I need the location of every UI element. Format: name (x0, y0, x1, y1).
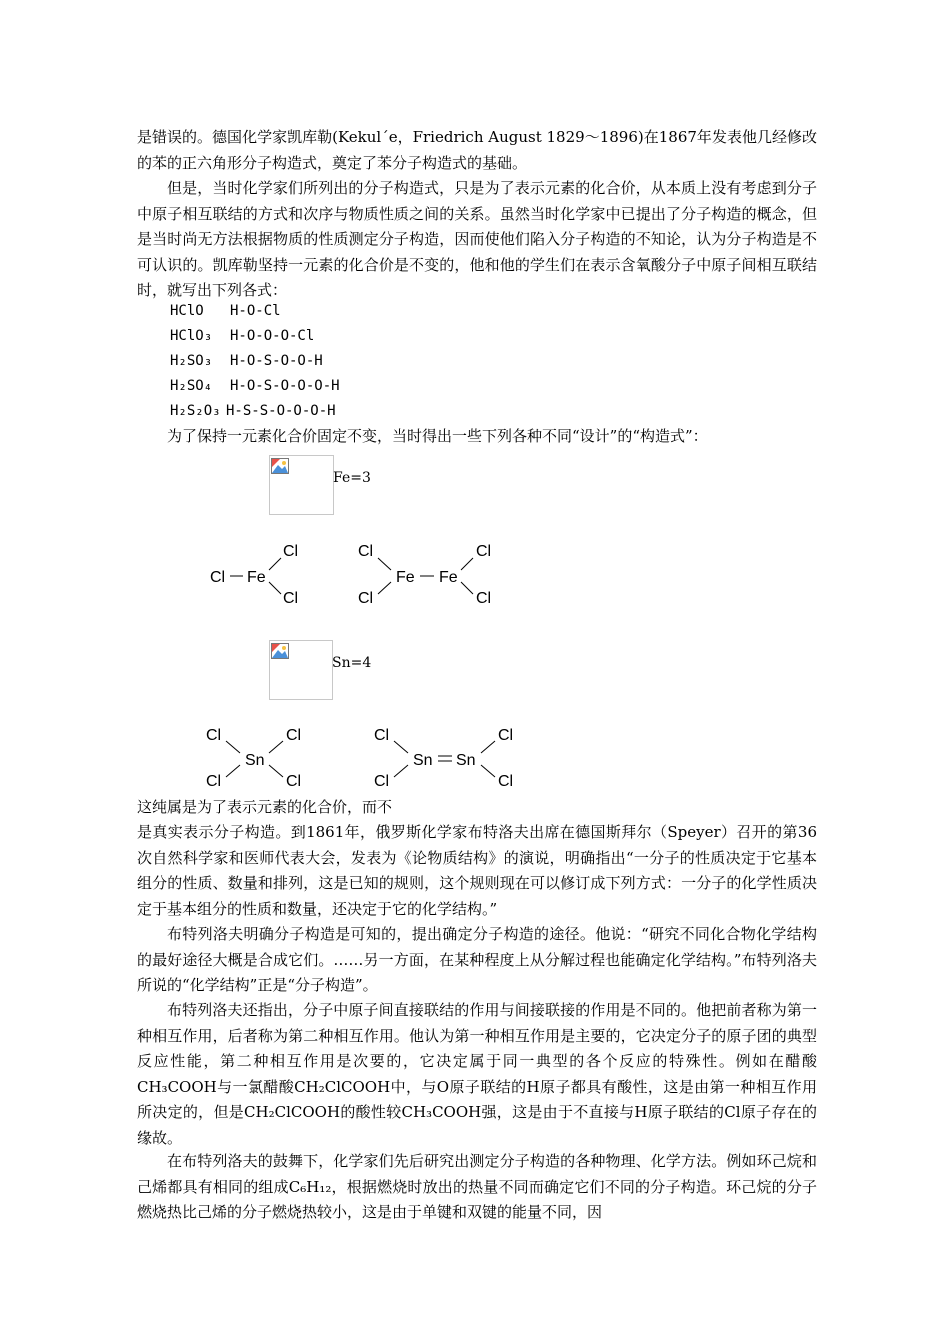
paragraph-7: 在布特列洛夫的鼓舞下，化学家们先后研究出测定分子构造的各种物理、化学方法。例如环己烷和己烯都具有相同的组成C₆H₁₂，根据燃烧时放出的热量不同而确定它们不同的分子构造。环己烷的分子燃烧热比己烯的分子燃烧热较小，这是由于单键和双键的能量不同，因 (137, 1152, 817, 1221)
atom-cl: Cl (206, 727, 222, 744)
atom-cl: Cl (498, 773, 514, 790)
fe-image-placeholder (269, 455, 334, 515)
atom-cl: Cl (476, 543, 492, 560)
atom-fe: Fe (439, 569, 458, 586)
atom-cl: Cl (286, 727, 302, 744)
formula-structure: H-O-O-O-Cl (230, 328, 315, 344)
bond (269, 582, 281, 594)
atom-fe: Fe (396, 569, 415, 586)
formula-structure: H-S-S-O-O-O-H (226, 403, 336, 419)
atom-sn: Sn (456, 752, 476, 769)
atom-cl: Cl (283, 590, 299, 607)
sn-image-placeholder (269, 640, 333, 700)
bond (394, 741, 408, 753)
formula-name: HClO₃ (170, 328, 213, 344)
formula-name: HClO (170, 303, 204, 319)
paragraph-6: 布特列洛夫还指出，分子中原子间直接联结的作用与间接联接的作用是不同的。他把前者称为第一种相互作用，后者称为第二种相互作用。他认为第一种相互作用是主要的，它决定分子的原子团的典型反应性能，第二种相互作用是次要的，它决定属于同一典型的各个反应的特殊性。例如在醋酸CH₃COOH与一氯醋酸CH₂ClCOOH中，与O原子联结的H原子都具有酸性，这是由第一种相互作用所决定的，但是CH₂ClCOOH的酸性较CH₃COOH强，这是由于不直接与H原子联结的Cl原子存在的缘故。 (137, 1001, 817, 1147)
formula-structure: H-O-S-O-O-H (230, 353, 323, 369)
bond (481, 765, 495, 777)
bond (481, 741, 495, 753)
formula-row (170, 351, 323, 371)
broken-image-icon (271, 643, 289, 659)
formula-structure: H-O-Cl (230, 303, 281, 319)
broken-image-icon (271, 458, 289, 474)
sn-structure-diagram (200, 718, 530, 793)
formula-row (170, 326, 314, 346)
paragraph-2: 但是，当时化学家们所列出的分子构造式，只是为了表示元素的化合价，从本质上没有考虑到分子中原子相互联结的方式和次序与物质性质之间的关系。虽然当时化学家中已提出了分子构造的概念，但是当时尚无方法根据物质的性质测定分子构造，因而使他们陷入分子构造的不知论，认为分子构造是不可认识的。凯库勒坚持一元素的化合价是不变的，他和他的学生们在表示含氧酸分子中原子间相互联结时，就写出下列各式： (137, 179, 817, 299)
bond (378, 558, 391, 570)
bond (461, 558, 473, 570)
formula-row (170, 301, 281, 321)
formula-row (170, 401, 336, 421)
bond (394, 765, 408, 777)
bond (269, 765, 283, 777)
paragraph-4b: 是真实表示分子构造。到1861年，俄罗斯化学家布特洛夫出席在德国斯拜尔（Speyer）召开的第36次自然科学家和医师代表大会，发表为《论物质结构》的演说，明确指出“一分子的性质决定于它基本组分的性质、数量和排列，这是已知的规则，这个规则现在可以修订成下列方式：一分子的化学性质决定于基本组分的性质和数量，还决定于它的化学结构。” (137, 823, 817, 918)
atom-cl: Cl (476, 590, 492, 607)
paragraph-1: 是错误的。德国化学家凯库勒(Kekul´e，Friedrich August 1829～1896)在1867年发表他几经修改的苯的正六角形分子构造式，奠定了苯分子构造式的基础。 (137, 128, 817, 172)
atom-fe: Fe (247, 569, 266, 586)
bond (269, 558, 281, 570)
formula-name: H₂S₂O₃ (170, 403, 221, 419)
formula-structure: H-O-S-O-O-O-H (230, 378, 340, 394)
sn-valence-label: Sn=4 (332, 655, 372, 671)
atom-cl: Cl (374, 773, 390, 790)
bond (269, 741, 283, 753)
atom-cl: Cl (286, 773, 302, 790)
atom-cl: Cl (206, 773, 222, 790)
formula-name: H₂SO₃ (170, 353, 213, 369)
bond (378, 582, 391, 594)
formula-name: H₂SO₄ (170, 378, 213, 394)
atom-sn: Sn (245, 752, 265, 769)
atom-cl: Cl (210, 569, 226, 586)
fe-valence-label: Fe=3 (333, 470, 371, 486)
atom-cl: Cl (374, 727, 390, 744)
paragraph-4a: 这纯属是为了表示元素的化合价，而不 (137, 798, 393, 816)
atom-cl: Cl (358, 590, 374, 607)
atom-sn: Sn (413, 752, 433, 769)
bond (226, 741, 240, 753)
paragraph-3: 为了保持一元素化合价固定不变，当时得出一些下列各种不同“设计”的“构造式”： (167, 427, 708, 445)
paragraph-5: 布特列洛夫明确分子构造是可知的，提出确定分子构造的途径。他说：“研究不同化合物化学结构的最好途径大概是合成它们。……另一方面，在某种程度上从分解过程也能确定化学结构。”布特列洛夫所说的“化学结构”正是“分子构造”。 (137, 925, 817, 994)
atom-cl: Cl (283, 543, 299, 560)
formula-row (170, 376, 340, 396)
fe-structure-diagram (200, 535, 510, 610)
atom-cl: Cl (358, 543, 374, 560)
bond (226, 765, 240, 777)
atom-cl: Cl (498, 727, 514, 744)
bond (461, 582, 473, 594)
